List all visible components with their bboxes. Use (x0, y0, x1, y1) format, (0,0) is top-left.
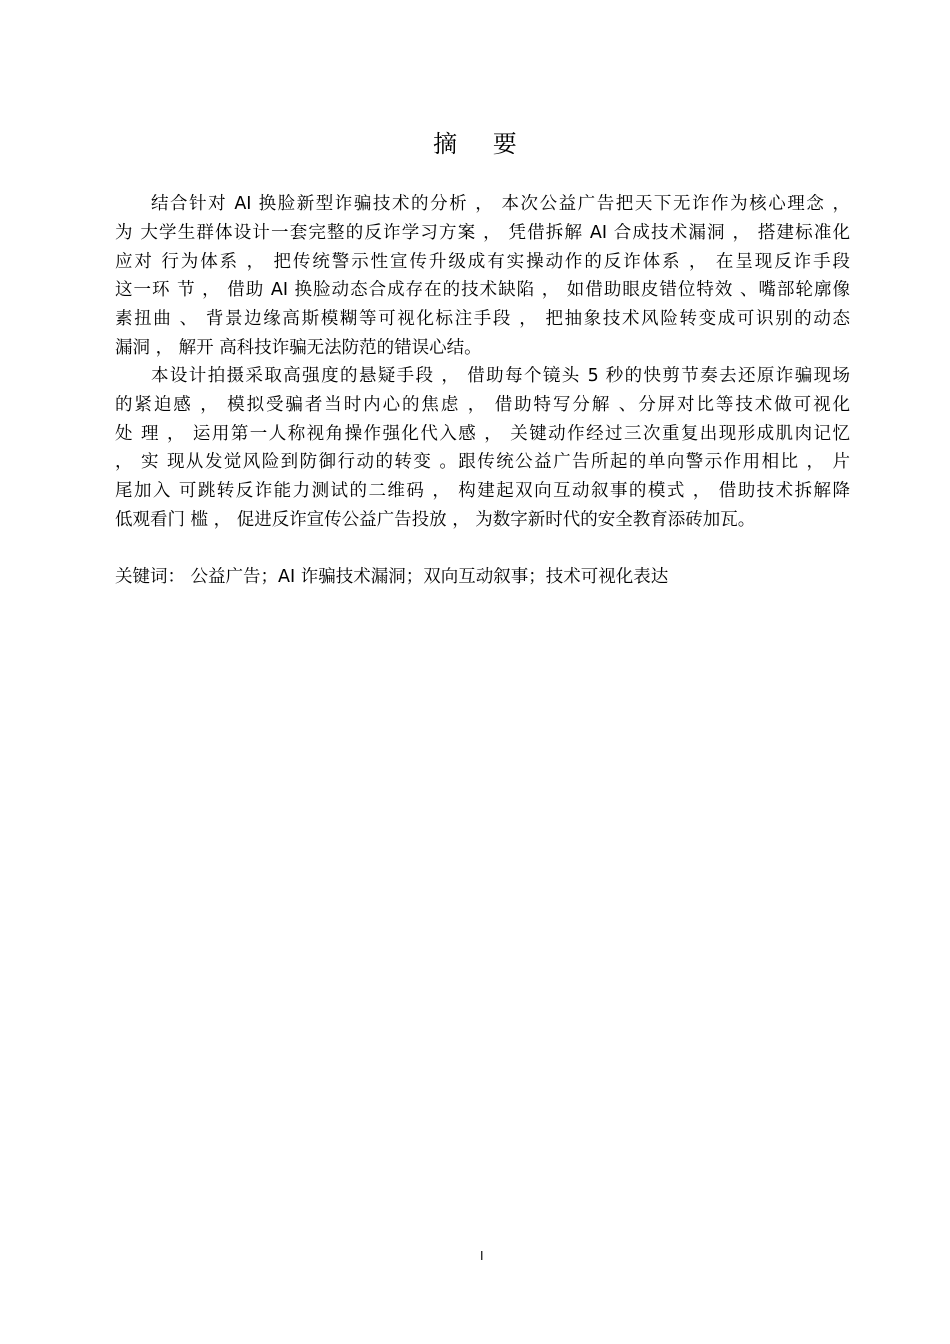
text-line: 这一环 节 ， 借助 AI 换脸动态合成存在的技术缺陷 ， 如借助眼皮错位特效 、嘴部轮廓像 (115, 280, 850, 301)
text-line: 为 大学生群体设计一套完整的反诈学习方案 ， 凭借拆解 AI 合成技术漏洞 ， 搭建标准化 (115, 222, 850, 243)
text-line: 处 理 ， 运用第一人称视角操作强化代入感 ， 关键动作经过三次重复出现形成肌肉记忆 (115, 423, 850, 444)
text-line: 漏洞 ， 解开 高科技诈骗无法防范的错误心结。 (115, 337, 482, 358)
text-line: 低观看门 槛 ， 促进反诈宣传公益广告投放 ， 为数字新时代的安全教育添砖加瓦。 (115, 509, 756, 530)
keywords: 关键词： 公益广告；AI 诈骗技术漏洞；双向互动叙事；技术可视化表达 (115, 567, 669, 587)
text-line: 应对 行为体系 ， 把传统警示性宣传升级成有实操动作的反诈体系 ， 在呈现反诈手段 (115, 251, 850, 272)
text-line: 本设计拍摄采取高强度的悬疑手段 ， 借助每个镜头 5 秒的快剪节奏去还原诈骗现场 (151, 366, 850, 386)
abstract-paragraph-1 (115, 190, 850, 363)
page-title: 摘 要 (433, 130, 531, 158)
text-line: ， 实 现从发觉风险到防御行动的转变 。跟传统公益广告所起的单向警示作用相比 ， 片 (115, 452, 850, 473)
text-line: 的紧迫感 ， 模拟受骗者当时内心的焦虑 ， 借助特写分解 、分屏对比等技术做可视化 (115, 394, 850, 415)
text-line: 尾加入 可跳转反诈能力测试的二维码 ， 构建起双向互动叙事的模式 ， 借助技术拆解降 (115, 481, 850, 502)
text-line: 素扭曲 、 背景边缘高斯模糊等可视化标注手段 ， 把抽象技术风险转变成可识别的动态 (115, 309, 850, 330)
page-number: I (480, 1249, 484, 1263)
text-line: 结合针对 AI 换脸新型诈骗技术的分析 ， 本次公益广告把天下无诈作为核心理念 ， (151, 194, 850, 214)
abstract-paragraph-2 (115, 362, 850, 535)
